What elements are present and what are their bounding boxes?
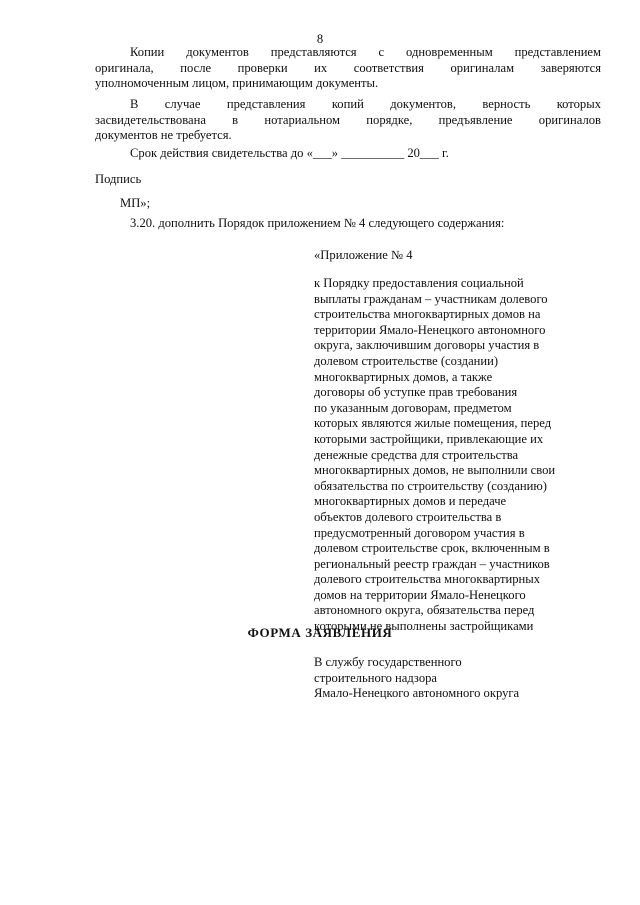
notary-paragraph-line: В случае представления копий документов, верность которых <box>130 97 601 111</box>
appendix-text-line: предусмотренный договором участия в <box>314 525 525 540</box>
appendix-text-line: многоквартирных домов и передаче <box>314 494 507 509</box>
copies-paragraph <box>95 45 601 92</box>
addressee-line: строительного надзора <box>314 670 438 685</box>
appendix-title: «Приложение № 4 <box>314 248 413 262</box>
addressee-line: Ямало-Ненецкого автономного округа <box>314 686 520 701</box>
appendix-text-line: к Порядку предоставления социальной <box>314 276 524 290</box>
addressee-block <box>314 655 614 702</box>
copies-paragraph-line: оригинала, после проверки их соответствия оригиналам заверяются <box>95 60 601 75</box>
appendix-text-line: обязательства по строительству (созданию) <box>314 478 548 493</box>
seal-label: МП»; <box>120 196 151 210</box>
appendix-text-line: которыми застройщики, привлекающие их <box>314 431 544 446</box>
appendix-text-line: которыми не выполнены застройщиками <box>314 619 534 634</box>
appendix-text-line: по указанным договорам, предметом <box>314 400 512 415</box>
notary-paragraph-line: засвидетельствована в нотариальном порядке, предъявление оригиналов <box>95 112 601 127</box>
appendix-text-line: многоквартирных домов, не выполнили свои <box>314 463 556 478</box>
appendix-text-line: денежные средства для строительства <box>314 447 519 462</box>
appendix-text-line: территории Ямало-Ненецкого автономного <box>314 322 546 337</box>
addressee-line: В службу государственного <box>314 655 462 669</box>
appendix-text-line: объектов долевого строительства в <box>314 509 502 524</box>
appendix-text-line: долевом строительстве срок, включенным в <box>314 541 550 556</box>
appendix-text-line: договоры об уступке прав требования <box>314 385 518 400</box>
appendix-text-line: долевом строительстве (создании) <box>314 353 499 368</box>
appendix-text <box>314 276 614 635</box>
amendment-line: 3.20. дополнить Порядок приложением № 4 следующего содержания: <box>130 216 505 230</box>
copies-paragraph-line: уполномоченным лицом, принимающим документы. <box>95 76 379 91</box>
form-heading: ФОРМА ЗАЯВЛЕНИЯ <box>247 625 393 640</box>
appendix-text-line: строительства многоквартирных домов на <box>314 307 541 322</box>
notary-paragraph <box>95 97 601 144</box>
appendix-text-line: многоквартирных домов, а также <box>314 369 493 384</box>
appendix-text-line: региональный реестр граждан – участников <box>314 556 550 571</box>
appendix-text-line: выплаты гражданам – участникам долевого <box>314 291 548 306</box>
signature-label: Подпись <box>95 172 142 186</box>
copies-paragraph-line: Копии документов представляются с одновременным представлением <box>130 45 601 59</box>
notary-paragraph-line: документов не требуется. <box>95 128 232 143</box>
appendix-text-line: долевого строительства многоквартирных <box>314 572 540 587</box>
appendix-text-line: автономного округа, обязательства перед <box>314 603 535 618</box>
page-number: 8 <box>316 32 324 46</box>
appendix-text-line: домов на территории Ямало-Ненецкого <box>314 587 526 602</box>
appendix-text-line: которых являются жилые помещения, перед <box>314 416 552 431</box>
appendix-text-line: округа, заключившим договоры участия в <box>314 338 540 353</box>
validity-line: Срок действия свидетельства до «___» __________ 20___ г. <box>130 146 449 160</box>
